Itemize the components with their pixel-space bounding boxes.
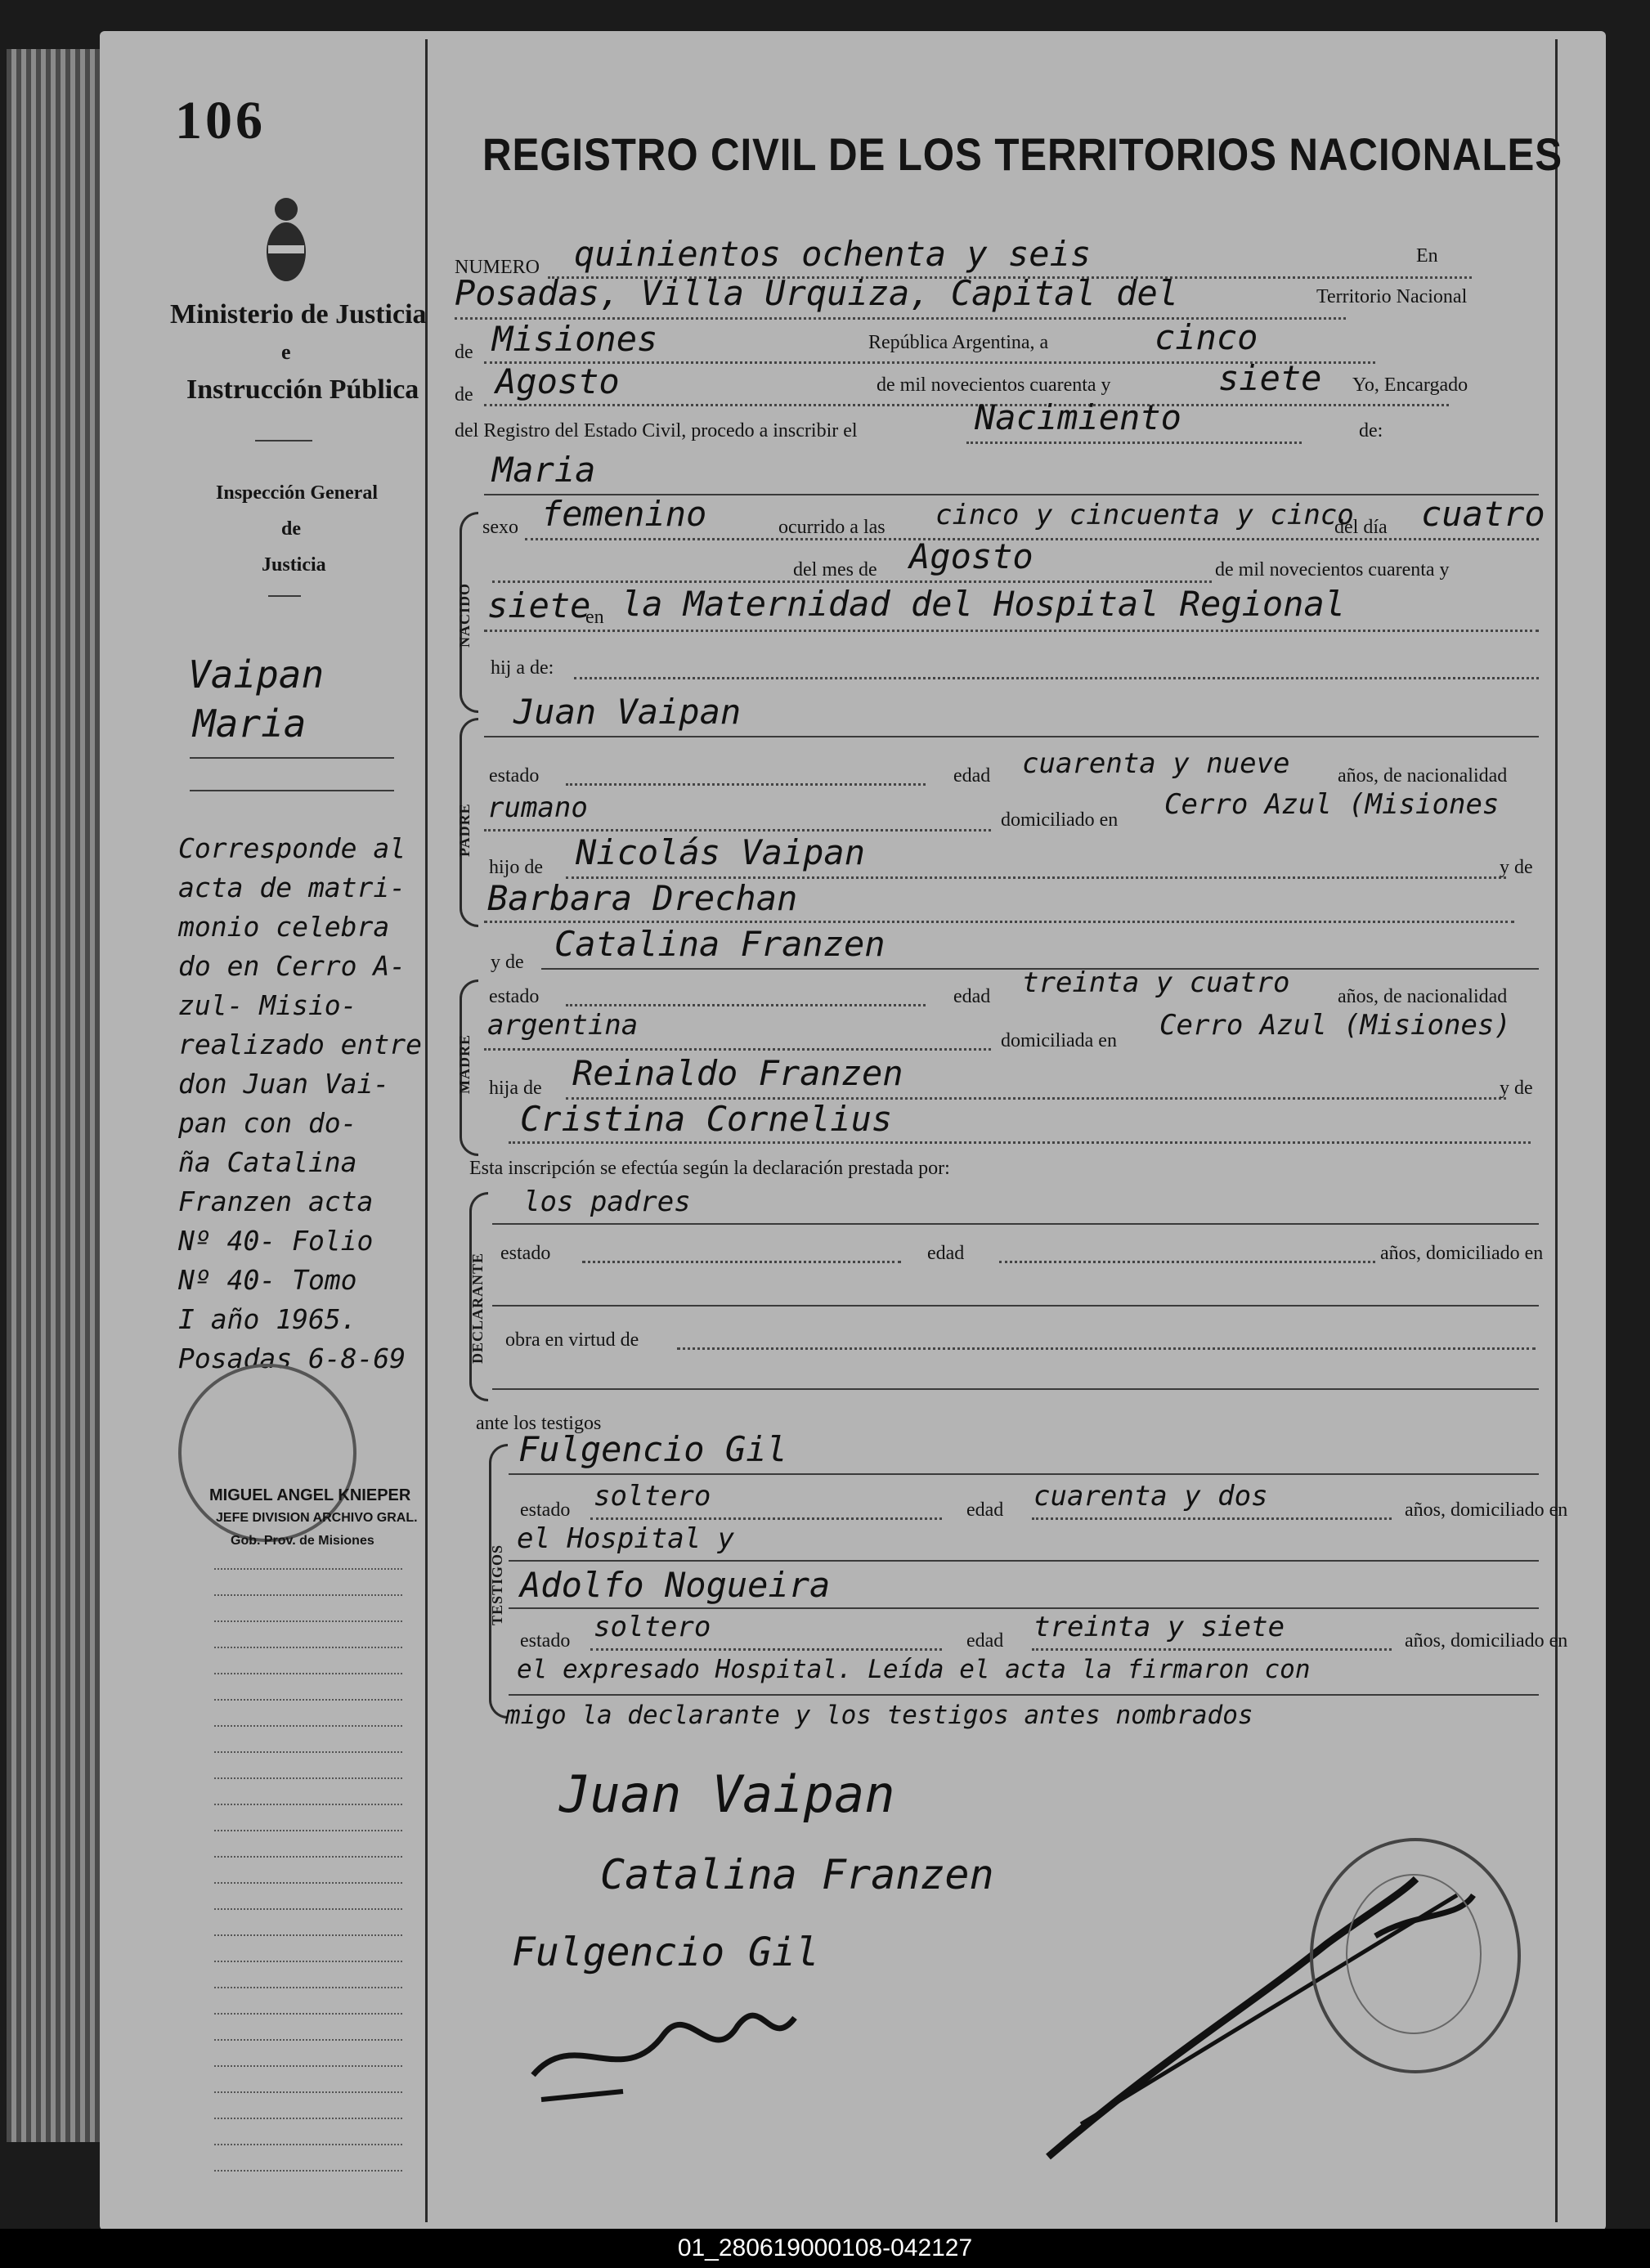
fill-line <box>484 1048 991 1051</box>
margin-note-line: acta de matri- <box>178 872 406 903</box>
margin-note-line: Corresponde al <box>178 832 406 864</box>
margin-rule-line <box>214 1856 402 1858</box>
fill-line <box>492 1388 1539 1390</box>
entry-mes-nac: Agosto <box>909 536 1033 576</box>
fill-line <box>509 1473 1539 1475</box>
entry-abuelo-pat: Nicolás Vaipan <box>576 832 866 872</box>
label-anos-dom-decl: años, domiciliado en <box>1380 1243 1544 1264</box>
fill-line <box>1032 1648 1392 1651</box>
entry-madre-edad: treinta y cuatro <box>1022 966 1290 999</box>
fill-line <box>484 630 1539 632</box>
margin-rule-line <box>214 2091 402 2093</box>
margin-rule-line <box>214 1620 402 1622</box>
document-title: REGISTRO CIVIL DE LOS TERRITORIOS NACIONALES <box>482 128 1563 180</box>
margin-rule-line <box>214 1908 402 1910</box>
margin-rule-line <box>214 1673 402 1674</box>
margin-note-line: realizado entre <box>178 1029 423 1060</box>
entry-nombre: Maria <box>492 450 596 490</box>
margin-note-line: do en Cerro A- <box>178 950 406 982</box>
margin-note-line: Nº 40- Tomo <box>178 1264 357 1296</box>
margin-rule <box>190 757 394 759</box>
label-en: En <box>1416 245 1438 267</box>
label-y-de-1: y de <box>1500 857 1533 878</box>
entry-mes: Agosto <box>495 361 620 401</box>
entry-lugar: Posadas, Villa Urquiza, Capital del <box>455 273 1179 313</box>
book-page-edges <box>7 49 105 2142</box>
label-republica: República Argentina, a <box>868 332 1049 353</box>
fill-line <box>999 1261 1375 1263</box>
margin-rule-line <box>214 1987 402 1988</box>
fill-line <box>484 921 1514 923</box>
label-sexo: sexo <box>482 517 518 538</box>
entry-padre-nac: rumano <box>487 791 588 824</box>
fill-line <box>582 1261 901 1263</box>
margin-rule-line <box>214 2013 402 2015</box>
margin-rule-line <box>214 2039 402 2041</box>
officer-signature-scrawl <box>525 1977 901 2108</box>
margin-rule-line <box>214 1699 402 1701</box>
stamp-name: MIGUEL ANGEL KNIEPER <box>209 1486 411 1504</box>
label-de-mes: de <box>455 384 473 406</box>
margin-note-line: don Juan Vai- <box>178 1068 390 1100</box>
section-madre: MADRE <box>456 1034 473 1094</box>
label-yo: Yo, Encargado <box>1352 374 1468 396</box>
label-y-de-madre: y de <box>491 952 524 973</box>
signature-padre: Juan Vaipan <box>559 1764 895 1824</box>
label-anos-dom-t2: años, domiciliado en <box>1405 1630 1568 1652</box>
margin-rule-line <box>214 1777 402 1779</box>
section-nacido: NACIDO <box>456 582 473 648</box>
margin-rule-line <box>214 1934 402 1936</box>
fill-line <box>574 677 1539 679</box>
ministry-line-3: Instrucción Pública <box>186 374 419 405</box>
entry-anio-nac: siete <box>487 585 591 625</box>
section-declarante: DECLARANTE <box>469 1252 486 1364</box>
margin-rule-line <box>214 1961 402 1962</box>
margin-note-line: zul- Misio- <box>178 989 357 1021</box>
entry-cierre-1: el expresado Hospital. Leída el acta la firmaron con <box>517 1655 1311 1684</box>
label-estado-decl: estado <box>500 1243 551 1264</box>
label-de-mil: de mil novecientos cuarenta y <box>877 374 1111 396</box>
label-declaracion: Esta inscripción se efectúa según la declaración prestada por: <box>469 1158 950 1179</box>
margin-rule-line <box>214 1751 402 1753</box>
fill-line <box>590 1648 942 1651</box>
entry-padre: Juan Vaipan <box>513 692 742 732</box>
entry-testigo1-edad: cuarenta y dos <box>1033 1480 1268 1513</box>
margin-rule-line <box>214 1647 402 1648</box>
inspection-line-3: Justicia <box>262 554 326 576</box>
label-edad-decl: edad <box>927 1243 965 1264</box>
margin-rule-line <box>214 1725 402 1727</box>
entry-dia: cinco <box>1155 317 1258 357</box>
entry-testigo1-estado: soltero <box>594 1480 711 1513</box>
fill-line <box>966 441 1302 444</box>
label-registro: del Registro del Estado Civil, procedo a inscribir el <box>455 420 858 441</box>
entry-testigo2-edad: treinta y siete <box>1033 1611 1285 1643</box>
label-testigos: ante los testigos <box>476 1413 602 1434</box>
official-seal-inner <box>1346 1874 1482 2034</box>
section-padre: PADRE <box>456 803 473 857</box>
margin-note-line: Franzen acta <box>178 1186 374 1217</box>
fill-line <box>509 1607 1539 1609</box>
entry-padre-dom: Cerro Azul (Misiones <box>1164 788 1500 821</box>
coat-of-arms-icon <box>260 191 312 289</box>
stamp-title: JEFE DIVISION ARCHIVO GRAL. <box>216 1511 418 1525</box>
label-anos-nac-madre: años, de nacionalidad <box>1338 986 1508 1007</box>
entry-cierre-2: migo la declarante y los testigos antes nombrados <box>505 1701 1253 1730</box>
fill-line <box>492 1223 1539 1225</box>
label-anos-dom-t1: años, domiciliado en <box>1405 1499 1568 1521</box>
signature-testigo-1: Fulgencio Gil <box>512 1930 819 1975</box>
entry-testigo2-estado: soltero <box>594 1611 711 1643</box>
margin-rule-line <box>214 1804 402 1805</box>
divider <box>268 595 301 597</box>
fill-line <box>566 1004 926 1006</box>
label-estado-madre: estado <box>489 986 540 1007</box>
label-domiciliado-padre: domiciliado en <box>1001 809 1119 831</box>
label-edad-t1: edad <box>966 1499 1004 1521</box>
label-del-mes: del mes de <box>793 559 877 580</box>
label-anos-nac-padre: años, de nacionalidad <box>1338 765 1508 787</box>
fill-line <box>492 1305 1539 1307</box>
ministry-line-1: Ministerio de Justicia <box>170 299 427 329</box>
entry-abuela-mat: Cristina Cornelius <box>520 1099 893 1139</box>
page-number: 106 <box>175 91 266 150</box>
entry-abuelo-mat: Reinaldo Franzen <box>572 1053 903 1093</box>
register-page <box>100 31 1606 2230</box>
label-estado-padre: estado <box>489 765 540 787</box>
fill-line <box>590 1517 942 1520</box>
margin-rule-line <box>214 2118 402 2119</box>
margin-rule-line <box>214 2065 402 2067</box>
entry-territorio: Misiones <box>492 319 658 359</box>
margin-rule-line <box>214 2144 402 2145</box>
margin-note-line: ña Catalina <box>178 1146 357 1178</box>
entry-numero: quinientos ochenta y seis <box>574 234 1092 274</box>
fill-line <box>492 580 1212 583</box>
entry-declarante: los padres <box>523 1186 691 1218</box>
label-numero: NUMERO <box>455 257 540 278</box>
label-de-mil-2: de mil novecientos cuarenta y <box>1215 559 1450 580</box>
entry-sexo: femenino <box>541 494 707 534</box>
label-obra: obra en virtud de <box>505 1329 639 1351</box>
margin-rule-line <box>214 1594 402 1596</box>
entry-lugar-nac: la Maternidad del Hospital Regional <box>621 584 1346 624</box>
label-edad-madre: edad <box>953 986 991 1007</box>
entry-testigo1-dom: el Hospital y <box>517 1522 735 1555</box>
entry-dia-nac: cuatro <box>1421 494 1545 534</box>
fill-line <box>484 404 1449 406</box>
label-edad-t2: edad <box>966 1630 1004 1652</box>
entry-padre-edad: cuarenta y nueve <box>1022 747 1290 780</box>
signature-madre: Catalina Franzen <box>600 1851 994 1898</box>
entry-madre-nac: argentina <box>487 1009 639 1042</box>
label-de: de <box>455 342 473 363</box>
left-column-divider <box>425 39 428 2222</box>
margin-given-name: Maria <box>193 701 307 746</box>
label-territorio: Territorio Nacional <box>1316 286 1468 307</box>
margin-note-line: monio celebra <box>178 911 390 943</box>
label-estado-t1: estado <box>520 1499 571 1521</box>
entry-madre-dom: Cerro Azul (Misiones) <box>1159 1009 1511 1042</box>
label-en-lugar: en <box>585 607 604 628</box>
margin-rule-line <box>214 1882 402 1884</box>
ministry-line-2: e <box>281 340 291 364</box>
fill-line <box>509 1694 1539 1696</box>
fill-line <box>484 736 1539 737</box>
margin-note-line: Posadas 6-8-69 <box>178 1342 406 1374</box>
label-estado-t2: estado <box>520 1630 571 1652</box>
margin-rule-line <box>214 1568 402 1570</box>
label-y-de-2: y de <box>1500 1078 1533 1099</box>
entry-abuela-pat: Barbara Drechan <box>487 878 798 918</box>
label-hijo-de: hijo de <box>489 857 543 878</box>
margin-rule <box>190 790 394 791</box>
label-hij-de: hij a de: <box>491 657 554 679</box>
label-edad-padre: edad <box>953 765 991 787</box>
label-de-colon: de: <box>1359 420 1383 441</box>
label-del-dia: del día <box>1334 517 1388 538</box>
entry-anio: siete <box>1218 358 1322 398</box>
margin-note-line: pan con do- <box>178 1107 357 1139</box>
stamp-office: Gob. Prov. de Misiones <box>231 1534 374 1548</box>
fill-line <box>509 1560 1539 1562</box>
fill-line <box>677 1347 1536 1350</box>
entry-testigo-1: Fulgencio Gil <box>518 1429 787 1469</box>
inspection-line-2: de <box>281 518 301 540</box>
fill-line <box>566 783 926 786</box>
entry-testigo-2: Adolfo Nogueira <box>520 1565 831 1605</box>
right-column-divider <box>1555 39 1558 2222</box>
entry-hora: cinco y cincuenta y cinco <box>935 499 1354 531</box>
entry-acto: Nacimiento <box>975 397 1181 437</box>
margin-note-line: I año 1965. <box>178 1303 357 1335</box>
entry-madre: Catalina Franzen <box>554 924 886 964</box>
margin-surname: Vaipan <box>188 652 325 697</box>
image-caption: 01_280619000108-042127 <box>0 2229 1650 2268</box>
label-domiciliada-madre: domiciliada en <box>1001 1030 1117 1051</box>
label-ocurrido: ocurrido a las <box>778 517 886 538</box>
label-hija-de: hija de <box>489 1078 542 1099</box>
fill-line <box>509 1141 1531 1144</box>
divider <box>255 440 312 441</box>
margin-note-line: Nº 40- Folio <box>178 1225 374 1257</box>
margin-rule-line <box>214 1830 402 1831</box>
inspection-line-1: Inspección General <box>216 482 378 504</box>
margin-rule-line <box>214 2170 402 2172</box>
section-testigos: TESTIGOS <box>489 1544 505 1625</box>
fill-line <box>484 829 991 831</box>
fill-line <box>1032 1517 1392 1520</box>
